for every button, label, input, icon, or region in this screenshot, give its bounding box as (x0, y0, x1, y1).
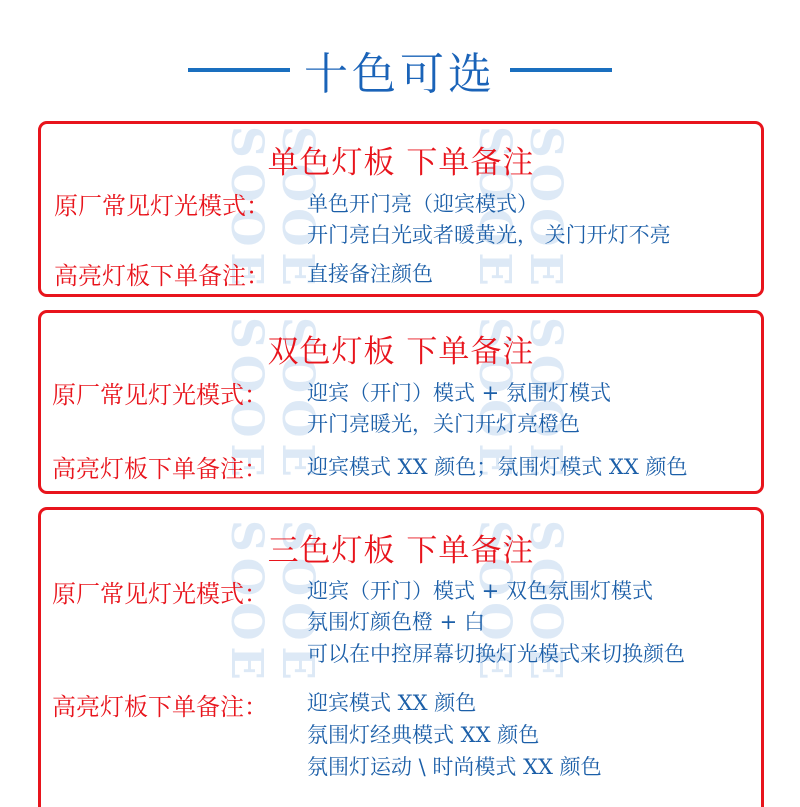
page-title: 十色可选 (304, 49, 496, 100)
watermark: SOOE SOOE (221, 317, 323, 483)
highlight-note-line: 直接备注颜色 (307, 262, 433, 286)
card-title: 双色灯板 下单备注 (267, 334, 535, 370)
highlight-note-line: 迎宾模式 XX 颜色 (307, 691, 477, 715)
factory-mode-line: 单色开门亮（迎宾模式） (307, 192, 538, 216)
factory-mode-line: 开门亮白光或者暖黄光， 关门开灯不亮 (307, 223, 671, 247)
card-single-color (38, 121, 764, 297)
highlight-note-label: 高亮灯板下单备注： (52, 693, 268, 721)
factory-mode-line: 可以在中控屏幕切换灯光模式来切换颜色 (307, 642, 685, 666)
highlight-note-line: 迎宾模式 XX 颜色；氛围灯模式 XX 颜色 (307, 455, 688, 479)
highlight-note-label: 高亮灯板下单备注： (52, 455, 268, 483)
factory-mode-label: 原厂常见灯光模式： (52, 381, 268, 409)
card-dual-color (38, 310, 764, 494)
card-tri-color (38, 507, 764, 807)
factory-mode-line: 开门亮暖光，关门开灯亮橙色 (307, 412, 580, 436)
header-left-rule (188, 68, 290, 72)
header-right-rule (510, 68, 612, 72)
watermark: SOOE SOOE (469, 317, 571, 483)
card-title: 三色灯板 下单备注 (267, 533, 535, 569)
factory-mode-line: 迎宾（开门）模式 + 双色氛围灯模式 (307, 579, 653, 603)
card-title: 单色灯板 下单备注 (267, 145, 535, 181)
factory-mode-label: 原厂常见灯光模式： (54, 192, 270, 220)
watermark: SOOE SOOE (469, 520, 571, 686)
watermark: SOOE SOOE (221, 126, 323, 292)
highlight-note-label: 高亮灯板下单备注： (54, 262, 270, 290)
factory-mode-line: 氛围灯颜色橙 + 白 (307, 610, 485, 634)
factory-mode-line: 迎宾（开门）模式 + 氛围灯模式 (307, 381, 611, 405)
highlight-note-line: 氛围灯经典模式 XX 颜色 (307, 723, 540, 747)
factory-mode-label: 原厂常见灯光模式： (52, 580, 268, 608)
page-header (0, 38, 800, 102)
watermark: SOOE SOOE (221, 520, 323, 686)
highlight-note-line: 氛围灯运动 \ 时尚模式 XX 颜色 (307, 755, 602, 779)
watermark: SOOE SOOE (469, 126, 571, 292)
